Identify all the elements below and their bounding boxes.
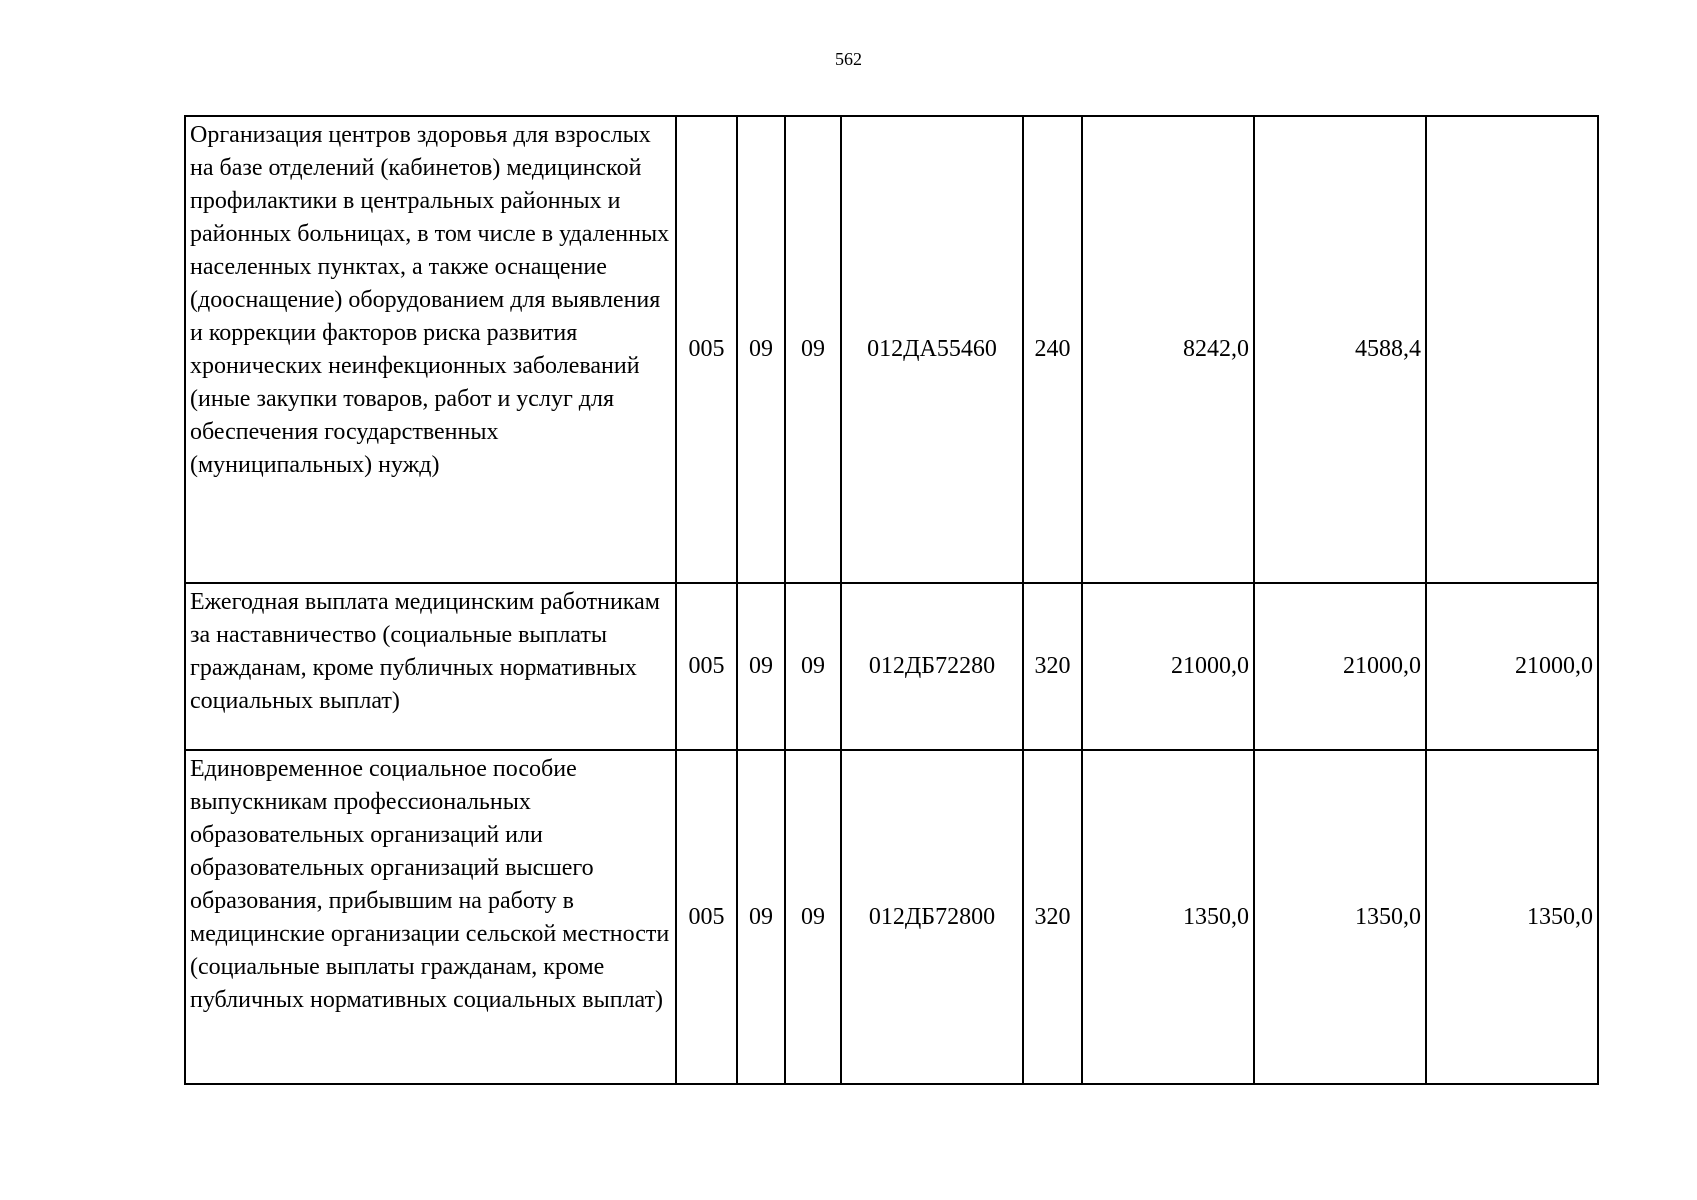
section-code: 09 [737, 583, 785, 750]
subsection-code: 09 [785, 583, 841, 750]
table-row [185, 116, 1598, 583]
row-description: Единовременное социальное пособие выпускникам профессиональных образовательных организаций или образовательных организаций высшего образования, прибывшим на работу в медицинские организации сельской местности (социальные выплаты гражданам, кроме публичных нормативных социальных выплат) [185, 750, 676, 1084]
section-code: 09 [737, 750, 785, 1084]
section-code: 09 [737, 116, 785, 583]
expense-type-code: 320 [1023, 750, 1082, 1084]
amount-cell: 4588,4 [1254, 116, 1426, 583]
table-row [185, 750, 1598, 1084]
row-description: Организация центров здоровья для взрослых на базе отделений (кабинетов) медицинской профилактики в центральных районных и районных больницах, в том числе в удаленных населенных пунктах, а также оснащение (дооснащение) оборудованием для выявления и коррекции факторов риска развития хронических неинфекционных заболеваний (иные закупки товаров, работ и услуг для обеспечения государственных (муниципальных) нужд) [185, 116, 676, 583]
ministry-code: 005 [676, 116, 737, 583]
amount-cell: 1350,0 [1426, 750, 1598, 1084]
amount-cell: 21000,0 [1254, 583, 1426, 750]
target-article-code: 012ДА55460 [841, 116, 1023, 583]
amount-cell: 21000,0 [1082, 583, 1254, 750]
amount-cell: 21000,0 [1426, 583, 1598, 750]
page-number: 562 [835, 49, 862, 69]
expense-type-code: 240 [1023, 116, 1082, 583]
target-article-code: 012ДБ72800 [841, 750, 1023, 1084]
budget-table [184, 115, 1599, 1085]
ministry-code: 005 [676, 583, 737, 750]
subsection-code: 09 [785, 750, 841, 1084]
expense-type-code: 320 [1023, 583, 1082, 750]
amount-cell: 1350,0 [1254, 750, 1426, 1084]
amount-cell [1426, 116, 1598, 583]
target-article-code: 012ДБ72280 [841, 583, 1023, 750]
row-description: Ежегодная выплата медицинским работникам за наставничество (социальные выплаты гражданам, кроме публичных нормативных социальных выплат) [185, 583, 676, 750]
amount-cell: 1350,0 [1082, 750, 1254, 1084]
subsection-code: 09 [785, 116, 841, 583]
table-row [185, 583, 1598, 750]
amount-cell: 8242,0 [1082, 116, 1254, 583]
ministry-code: 005 [676, 750, 737, 1084]
